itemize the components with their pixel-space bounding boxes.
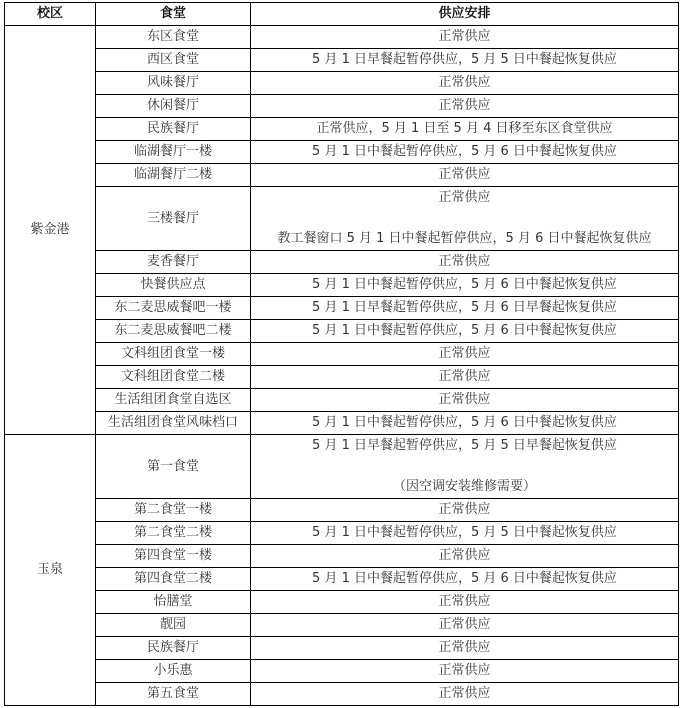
schedule-cell: 5 月 1 日早餐起暂停供应，5 月 6 日早餐起恢复供应 <box>251 297 679 320</box>
table-row <box>5 320 679 343</box>
table-row <box>5 435 679 499</box>
schedule-line: （因空调安装维修需要） <box>392 479 536 494</box>
table-row <box>5 164 679 187</box>
table-row <box>5 568 679 591</box>
table-row <box>5 683 679 706</box>
table-row <box>5 95 679 118</box>
table-row <box>5 614 679 637</box>
table-body <box>5 26 679 706</box>
schedule-spacer <box>251 209 678 228</box>
campus-cell: 玉泉 <box>5 435 96 706</box>
canteen-name-cell: 小乐惠 <box>96 660 251 683</box>
canteen-name-cell: 风味餐厅 <box>96 72 251 95</box>
table-row <box>5 274 679 297</box>
schedule-cell: 5 月 1 日中餐起暂停供应，5 月 6 日中餐起恢复供应 <box>251 320 679 343</box>
table-row <box>5 637 679 660</box>
header-campus: 校区 <box>5 3 96 26</box>
header-row <box>5 3 679 26</box>
table-row <box>5 72 679 95</box>
schedule-cell: 5 月 1 日中餐起暂停供应，5 月 6 日中餐起恢复供应 <box>251 412 679 435</box>
canteen-name-cell: 临湖餐厅二楼 <box>96 164 251 187</box>
table-row <box>5 187 679 251</box>
schedule-cell: 正常供应 <box>251 164 679 187</box>
canteen-name-cell: 第一食堂 <box>96 435 251 499</box>
table-row <box>5 26 679 49</box>
header-canteen: 食堂 <box>96 3 251 26</box>
schedule-cell: 正常供应 <box>251 389 679 412</box>
schedule-cell: 5 月 1 日中餐起暂停供应，5 月 6 日中餐起恢复供应 <box>251 274 679 297</box>
schedule-cell: 正常供应 <box>251 660 679 683</box>
schedule-cell: 正常供应 <box>251 95 679 118</box>
schedule-cell: 正常供应 <box>251 343 679 366</box>
canteen-name-cell: 第五食堂 <box>96 683 251 706</box>
canteen-schedule-table <box>4 2 679 706</box>
table-row <box>5 591 679 614</box>
schedule-line: 5 月 1 日早餐起暂停供应，5 月 5 日早餐起恢复供应 <box>312 438 617 453</box>
canteen-name-cell: 第二食堂二楼 <box>96 522 251 545</box>
schedule-cell: 正常供应 <box>251 683 679 706</box>
schedule-cell <box>251 187 679 251</box>
canteen-name-cell: 第四食堂一楼 <box>96 545 251 568</box>
canteen-name-cell: 第四食堂二楼 <box>96 568 251 591</box>
schedule-cell: 5 月 1 日中餐起暂停供应，5 月 5 日中餐起恢复供应 <box>251 522 679 545</box>
table-row <box>5 366 679 389</box>
canteen-name-cell: 三楼餐厅 <box>96 187 251 251</box>
canteen-name-cell: 西区食堂 <box>96 49 251 72</box>
schedule-line: 教工餐窗口 5 月 1 日中餐起暂停供应，5 月 6 日中餐起恢复供应 <box>277 231 652 246</box>
schedule-cell: 5 月 1 日中餐起暂停供应，5 月 6 日中餐起恢复供应 <box>251 568 679 591</box>
schedule-cell: 正常供应 <box>251 614 679 637</box>
schedule-spacer <box>251 457 678 476</box>
canteen-name-cell: 麦香餐厅 <box>96 251 251 274</box>
header-schedule: 供应安排 <box>251 3 679 26</box>
table-row <box>5 522 679 545</box>
schedule-cell: 正常供应 <box>251 637 679 660</box>
table-row <box>5 49 679 72</box>
schedule-cell: 正常供应 <box>251 591 679 614</box>
canteen-name-cell: 民族餐厅 <box>96 637 251 660</box>
canteen-name-cell: 临湖餐厅一楼 <box>96 141 251 164</box>
schedule-cell: 正常供应 <box>251 545 679 568</box>
table-row <box>5 660 679 683</box>
schedule-cell: 正常供应，5 月 1 日至 5 月 4 日移至东区食堂供应 <box>251 118 679 141</box>
table-row <box>5 545 679 568</box>
canteen-name-cell: 快餐供应点 <box>96 274 251 297</box>
canteen-name-cell: 靓园 <box>96 614 251 637</box>
canteen-name-cell: 民族餐厅 <box>96 118 251 141</box>
schedule-cell: 5 月 1 日早餐起暂停供应，5 月 5 日中餐起恢复供应 <box>251 49 679 72</box>
campus-cell: 紫金港 <box>5 26 96 435</box>
canteen-name-cell: 怡膳堂 <box>96 591 251 614</box>
schedule-cell: 正常供应 <box>251 72 679 95</box>
table-row <box>5 297 679 320</box>
canteen-name-cell: 东二麦思威餐吧一楼 <box>96 297 251 320</box>
schedule-cell: 正常供应 <box>251 251 679 274</box>
canteen-name-cell: 文科组团食堂二楼 <box>96 366 251 389</box>
schedule-line: 正常供应 <box>438 190 491 205</box>
canteen-name-cell: 东区食堂 <box>96 26 251 49</box>
schedule-cell <box>251 435 679 499</box>
schedule-cell: 正常供应 <box>251 366 679 389</box>
table-row <box>5 343 679 366</box>
table-row <box>5 251 679 274</box>
schedule-cell: 正常供应 <box>251 499 679 522</box>
canteen-name-cell: 第二食堂一楼 <box>96 499 251 522</box>
canteen-name-cell: 生活组团食堂自选区 <box>96 389 251 412</box>
table-row <box>5 412 679 435</box>
canteen-name-cell: 休闲餐厅 <box>96 95 251 118</box>
table-row <box>5 499 679 522</box>
schedule-cell: 正常供应 <box>251 26 679 49</box>
schedule-cell: 5 月 1 日中餐起暂停供应，5 月 6 日中餐起恢复供应 <box>251 141 679 164</box>
canteen-name-cell: 生活组团食堂风味档口 <box>96 412 251 435</box>
table-row <box>5 389 679 412</box>
table-row <box>5 118 679 141</box>
canteen-name-cell: 东二麦思威餐吧二楼 <box>96 320 251 343</box>
table-row <box>5 141 679 164</box>
canteen-name-cell: 文科组团食堂一楼 <box>96 343 251 366</box>
